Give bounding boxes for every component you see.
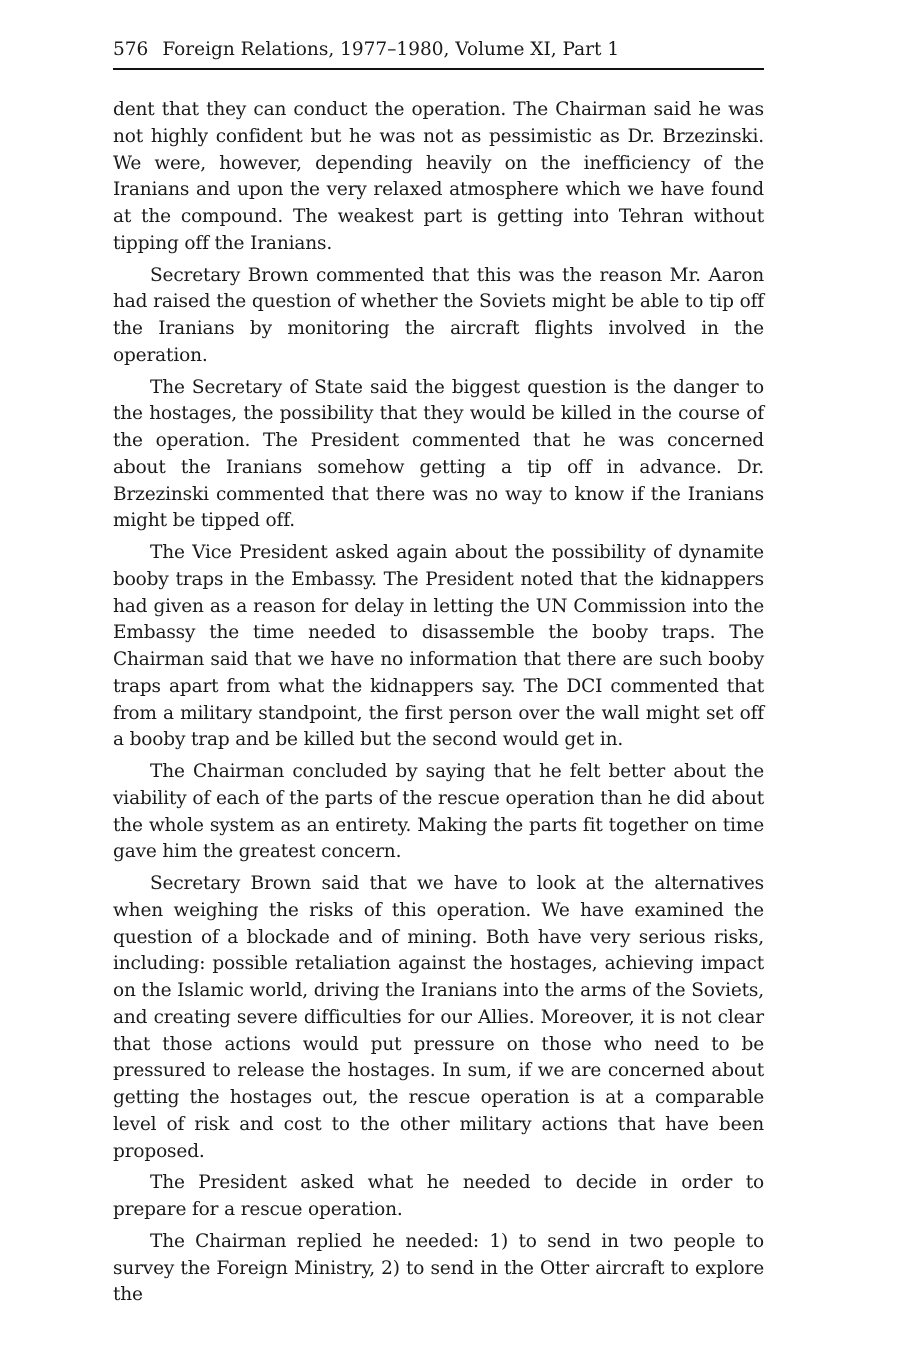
running-title: Foreign Relations, 1977–1980, Volume XI, Part 1 xyxy=(162,39,620,60)
paragraph: The Chairman replied he needed: 1) to send in two people to survey the Foreign Ministry, 2) to send in the Otter aircraft to explore the xyxy=(113,1230,764,1306)
paragraph: Secretary Brown commented that this was the reason Mr. Aaron had raised the question of whether the Soviets might be able to tip off the Iranians by monitoring the aircraft flights involved in the operation. xyxy=(113,264,764,366)
page-number: 576 xyxy=(113,39,149,60)
paragraph: Secretary Brown said that we have to look at the alternatives when weighing the risks of this operation. We have examined the question of a blockade and of mining. Both have very serious risks, including: possible retaliation against the hostages, achieving impact on the Islamic world, driving the Iranians into the arms of the Soviets, and creating severe difficulties for our Allies. Moreover, it is not clear that those actions would put pressure on those who need to be pressured to release the hostages. In sum, if we are concerned about getting the hostages out, the rescue operation is at a comparable level of risk and cost to the other military actions that have been proposed. xyxy=(113,873,764,1162)
paragraph: The Vice President asked again about the possibility of dynamite booby traps in the Embassy. The President noted that the kidnappers had given as a reason for delay in letting the UN Commission into the Embassy the time needed to disassemble the booby traps. The Chairman said that we have no information that there are such booby traps apart from what the kidnappers say. The DCI commented that from a military standpoint, the first person over the wall might set off a booby trap and be killed but the second would get in. xyxy=(113,542,764,751)
paragraph-continued: dent that they can conduct the operation. The Chairman said he was not highly confident but he was not as pessimistic as Dr. Brzezinski. We were, however, depending heavily on the inefficiency of the Iranians and upon the very relaxed atmosphere which we have found at the compound. The weakest part is getting into Tehran without tipping off the Iranians. xyxy=(113,99,764,254)
paragraph: The President asked what he needed to decide in order to prepare for a rescue operation. xyxy=(113,1172,764,1220)
document-page xyxy=(113,36,764,1314)
running-head xyxy=(113,36,764,70)
paragraph: The Chairman concluded by saying that he felt better about the viability of each of the parts of the rescue operation than he did about the whole system as an entirety. Making the parts fit together on time gave him the greatest concern. xyxy=(113,761,764,863)
paragraph: The Secretary of State said the biggest question is the danger to the hostages, the possibility that they would be killed in the course of the operation. The President commented that he was concerned about the Iranians somehow getting a tip off in advance. Dr. Brzezinski commented that there was no way to know if the Iranians might be tipped off. xyxy=(113,376,764,532)
body-text xyxy=(113,97,764,1309)
